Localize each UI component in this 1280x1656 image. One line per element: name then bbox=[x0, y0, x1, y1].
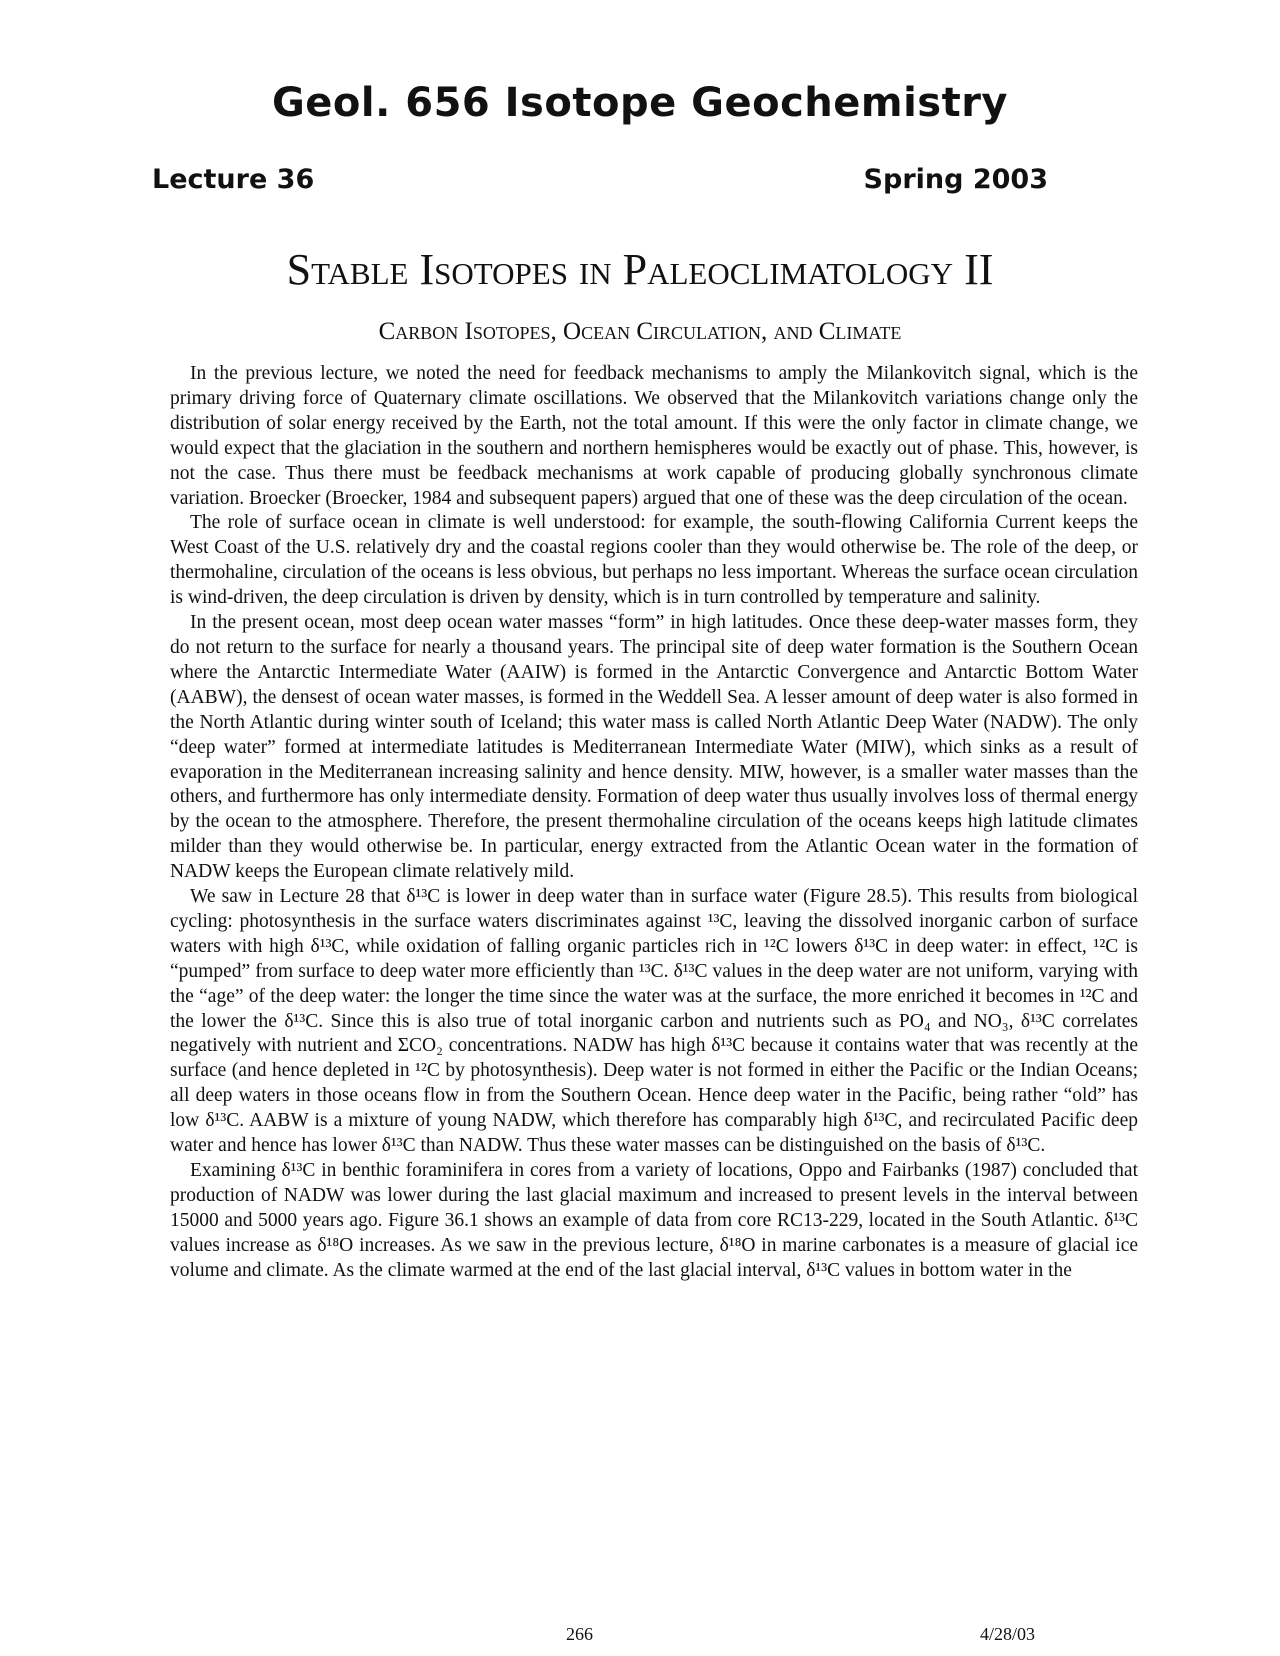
paragraph-1: In the previous lecture, we noted the need for feedback mechanisms to amply the Milankovitch signal, which is the primary driving force of Quaternary climate oscillations. We observed that the Milankovitch variations change only the distribution of solar energy received by the Earth, not the total amount. If this were the only factor in climate change, we would expect that the glaciation in the southern and northern hemispheres would be exactly out of phase. This, however, is not the case. Thus there must be feedback mechanisms at work capable of producing globally synchronous climate variation. Broecker (Broecker, 1984 and subsequent papers) argued that one of these was the deep circulation of the ocean. bbox=[170, 363, 1138, 509]
paragraph-3: In the present ocean, most deep ocean water masses “form” in high latitudes. Once these deep-water masses form, they do not return to the surface for nearly a thousand years. The principal site of deep water formation is the Southern Ocean where the Antarctic Intermediate Water (AAIW) is formed in the Antarctic Convergence and Antarctic Bottom Water (AABW), the densest of ocean water masses, is formed in the Weddell Sea. A lesser amount of deep water is also formed in the North Atlantic during winter south of Iceland; this water mass is called North Atlantic Deep Water (NADW). The only “deep water” formed at intermediate latitudes is Mediterranean Intermediate Water (MIW), which sinks as a result of evaporation in the Mediterranean increasing salinity and hence density. MIW, however, is a smaller water masses than the others, and furthermore has only intermediate density. Formation of deep water thus usually involves loss of thermal energy by the ocean to the atmosphere. Therefore, the present thermohaline circulation of the oceans keeps high latitude climates milder than they would otherwise be. In particular, energy extracted from the Atlantic Ocean water in the formation of NADW keeps the European climate relatively mild. bbox=[170, 612, 1138, 883]
page-title: Stable Isotopes in Paleoclimatology II bbox=[286, 245, 994, 294]
page-number: 266 bbox=[566, 1624, 593, 1644]
footer-date: 4/28/03 bbox=[980, 1624, 1036, 1644]
lecture-number: Lecture 36 bbox=[152, 164, 315, 195]
paragraph-5: Examining δ¹³C in benthic foraminifera in cores from a variety of locations, Oppo and Fairbanks (1987) concluded that production of NADW was lower during the last glacial maximum and increased to present levels in the interval between 15000 and 5000 years ago. Figure 36.1 shows an example of data from core RC13-229, located in the South Atlantic. δ¹³C values increase as δ¹⁸O increases. As we saw in the previous lecture, δ¹⁸O in marine carbonates is a measure of glacial ice volume and climate. As the climate warmed at the end of the last glacial interval, δ¹³C values in bottom water in the bbox=[170, 1160, 1138, 1281]
paragraph-2: The role of surface ocean in climate is well understood: for example, the south-flowing California Current keeps the West Coast of the U.S. relatively dry and the coastal regions cooler than they would otherwise be. The role of the deep, or thermohaline, circulation of the oceans is less obvious, but perhaps no less important. Whereas the surface ocean circulation is wind-driven, the deep circulation is driven by density, which is in turn controlled by temperature and salinity. bbox=[170, 512, 1138, 609]
section-subtitle: Carbon Isotopes, Ocean Circulation, and Climate bbox=[378, 318, 902, 345]
body-text bbox=[170, 362, 1138, 1284]
paragraph-4: We saw in Lecture 28 that δ¹³C is lower in deep water than in surface water (Figure 28.5). This results from biological cycling: photosynthesis in the surface waters discriminates against ¹³C, leaving the dissolved inorganic carbon of surface waters with high δ¹³C, while oxidation of falling organic particles rich in ¹²C lowers δ¹³C in deep water: in effect, ¹²C is “pumped” from surface to deep water more efficiently than ¹³C. δ¹³C values in the deep water are not uniform, varying with the “age” of the deep water: the longer the time since the water was at the surface, the more enriched it becomes in ¹²C and the lower the δ¹³C. Since this is also true of total inorganic carbon and nutrients such as PO₄ and NO₃, δ¹³C correlates negatively with nutrient and ΣCO₂ concentrations. NADW has high δ¹³C because it contains water that was recently at the surface (and hence depleted in ¹²C by photosynthesis). Deep water is not formed in either the Pacific or the Indian Oceans; all deep waters in those oceans flow in from the Southern Ocean. Hence deep water in the Pacific, being rather “old” has low δ¹³C. AABW is a mixture of young NADW, which therefore has comparably high δ¹³C, and recirculated Pacific deep water and hence has lower δ¹³C than NADW. Thus these water masses can be distinguished on the basis of δ¹³C. bbox=[170, 886, 1138, 1157]
term: Spring 2003 bbox=[863, 164, 1048, 195]
course-title: Geol. 656 Isotope Geochemistry bbox=[271, 80, 1009, 126]
